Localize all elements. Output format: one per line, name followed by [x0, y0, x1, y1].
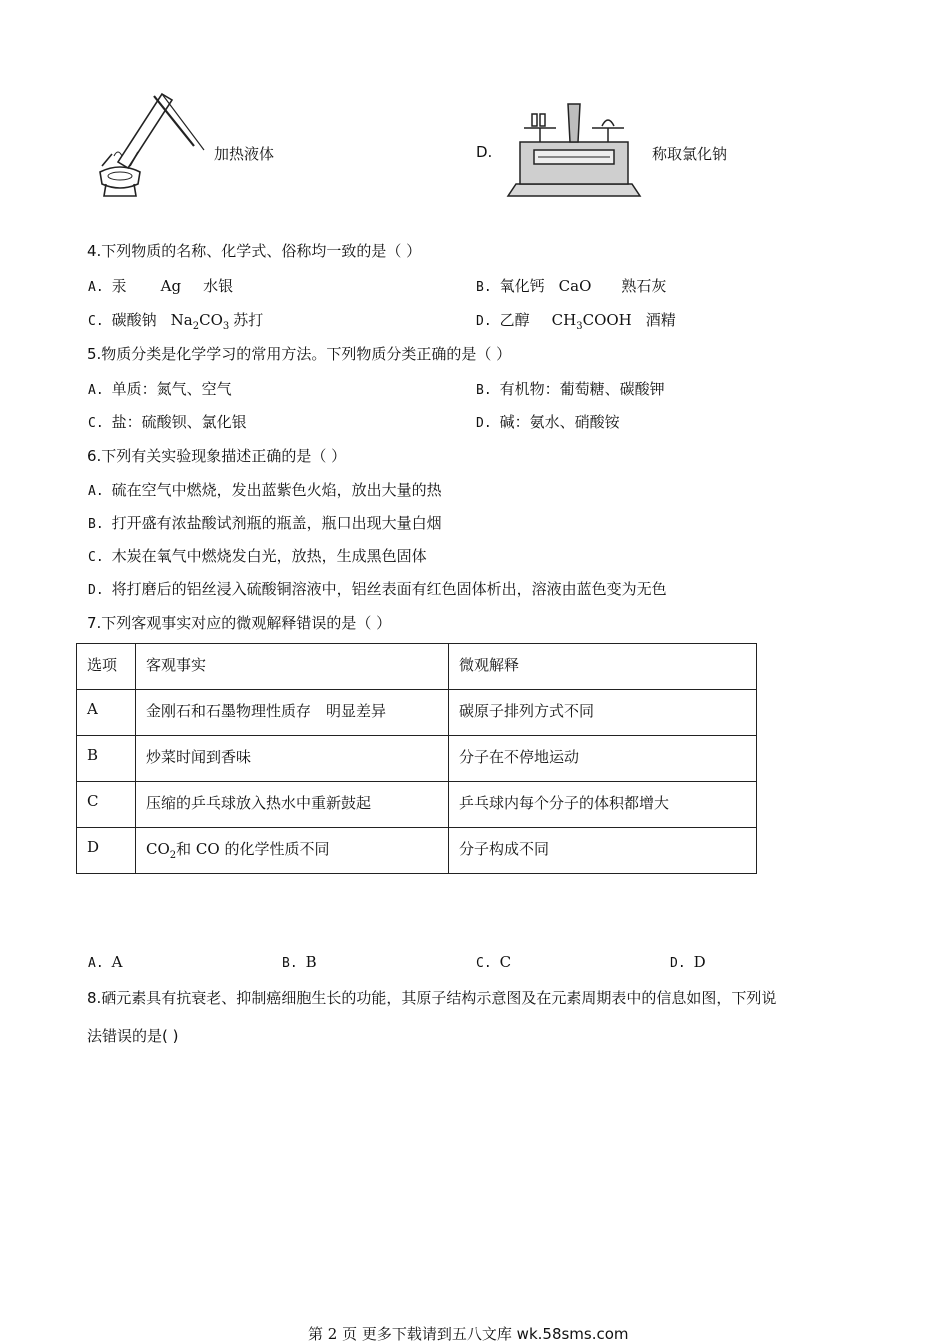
- question-7-stem: 7.下列客观事实对应的微观解释错误的是（ ）: [87, 614, 392, 632]
- footer-url[interactable]: wk.58sms.com: [516, 1325, 629, 1343]
- table-cell: 碳原子排列方式不同: [449, 690, 757, 736]
- figure-d-letter: D.: [476, 143, 493, 161]
- table-header-cell: 选项: [77, 644, 136, 690]
- q4-option-b[interactable]: B. 氧化钙 CaO 熟石灰: [476, 277, 667, 295]
- table-cell: D: [77, 828, 136, 874]
- table-row: [77, 736, 757, 782]
- table-cell: B: [77, 736, 136, 782]
- q5-option-a[interactable]: A. 单质：氮气、空气: [88, 380, 232, 398]
- q6-option-c[interactable]: C. 木炭在氧气中燃烧发白光，放热，生成黑色固体: [88, 547, 427, 565]
- table-header-cell: 客观事实: [136, 644, 449, 690]
- q5-option-c[interactable]: C. 盐：硫酸钡、氯化银: [88, 413, 247, 431]
- q5-option-b[interactable]: B. 有机物：葡萄糖、碳酸钾: [476, 380, 665, 398]
- table-cell: 分子构成不同: [449, 828, 757, 874]
- page-number: 第 2 页: [308, 1325, 358, 1343]
- question-5-stem: 5.物质分类是化学学习的常用方法。下列物质分类正确的是（ ）: [87, 345, 512, 363]
- q6-option-d[interactable]: D. 将打磨后的铝丝浸入硫酸铜溶液中，铝丝表面有红色固体析出，溶液由蓝色变为无色: [88, 580, 667, 598]
- q4-option-c[interactable]: C. 碳酸钠 $Na_2CO_3$ 苏打: [88, 311, 264, 332]
- q4-option-a[interactable]: A. 汞 Ag 水银: [88, 277, 234, 295]
- heating-liquid-figure: [92, 92, 210, 198]
- q6-option-a[interactable]: A. 硫在空气中燃烧，发出蓝紫色火焰，放出大量的热: [88, 481, 442, 499]
- table-row: [77, 690, 757, 736]
- table-cell: 乒乓球内每个分子的体积都增大: [449, 782, 757, 828]
- table-cell: 金刚石和石墨物理性质存 明显差异: [136, 690, 449, 736]
- table-header-cell: 微观解释: [449, 644, 757, 690]
- question-4-stem: 4.下列物质的名称、化学式、俗称均一致的是（ ）: [87, 242, 422, 260]
- figure-d-label: 称取氯化钠: [652, 145, 728, 163]
- table-cell: C: [77, 782, 136, 828]
- q4-option-d[interactable]: D. 乙醇 $CH_3COOH$ 酒精: [476, 311, 676, 332]
- q7-answer-a[interactable]: A. A: [88, 953, 123, 971]
- table-row: [77, 828, 757, 874]
- balance-scale-figure: [504, 100, 644, 198]
- table-cell: 分子在不停地运动: [449, 736, 757, 782]
- table-row: [77, 782, 757, 828]
- table-header-row: [77, 644, 757, 690]
- question-8-stem-line-1: 8.硒元素具有抗衰老、抑制癌细胞生长的功能，其原子结构示意图及在元素周期表中的信息如图，下列说: [87, 989, 777, 1007]
- page-footer: [308, 1323, 629, 1344]
- q7-answer-b[interactable]: B. B: [282, 953, 317, 971]
- question-6-stem: 6.下列有关实验现象描述正确的是（ ）: [87, 447, 347, 465]
- q5-option-d[interactable]: D. 碱：氨水、硝酸铵: [476, 413, 620, 431]
- footer-text: 更多下载请到五八文库: [361, 1325, 512, 1343]
- table-cell: A: [77, 690, 136, 736]
- q7-answer-d[interactable]: D. D: [670, 953, 706, 971]
- table-cell: $CO_2$和 CO 的化学性质不同: [136, 828, 449, 874]
- q7-answer-c[interactable]: C. C: [476, 953, 512, 971]
- figure-c-label: 加热液体: [214, 145, 275, 163]
- q6-option-b[interactable]: B. 打开盛有浓盐酸试剂瓶的瓶盖，瓶口出现大量白烟: [88, 514, 442, 532]
- q7-table: [76, 643, 757, 874]
- table-cell: 炒菜时闻到香味: [136, 736, 449, 782]
- table-cell: 压缩的乒乓球放入热水中重新鼓起: [136, 782, 449, 828]
- question-8-stem-line-2: 法错误的是( ): [87, 1027, 179, 1045]
